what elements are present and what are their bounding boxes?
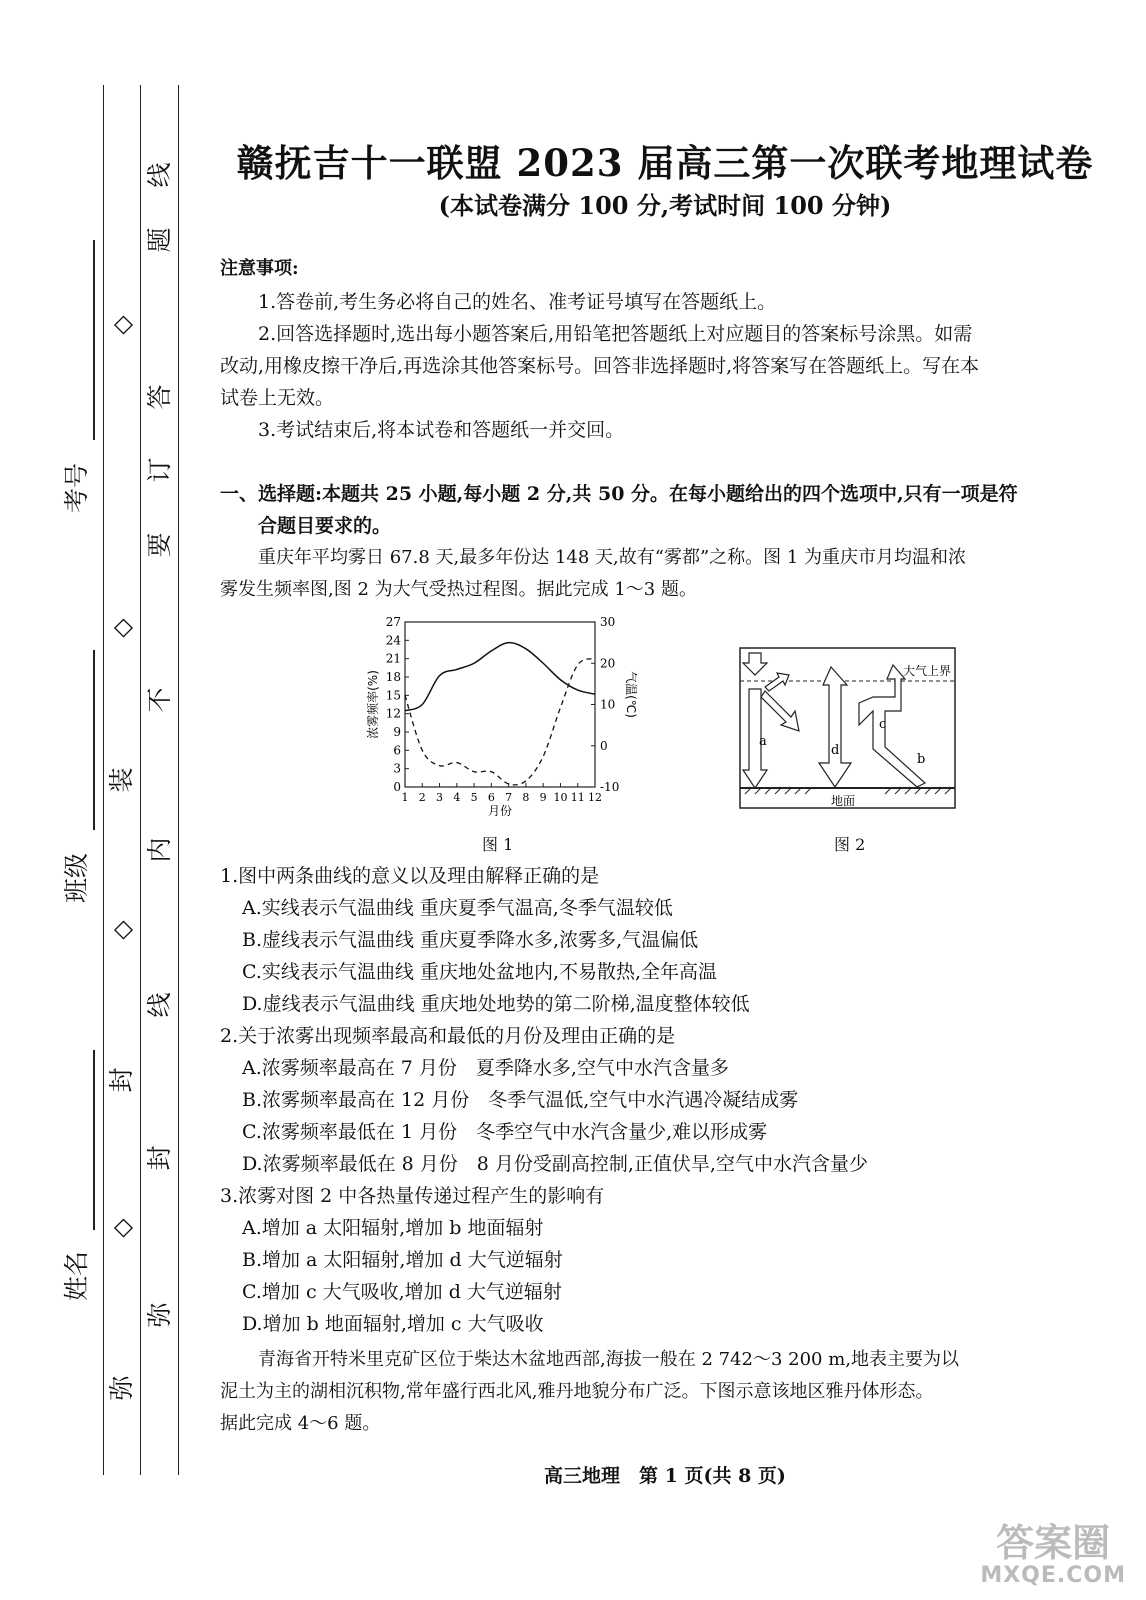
q1-option-c[interactable]: C.实线表示气温曲线 重庆地处盆地内,不易散热,全年高温: [242, 961, 718, 983]
left-tick-label: 9: [393, 725, 401, 739]
margin-char: 弥: [107, 1375, 136, 1401]
left-tick-label: 6: [393, 743, 401, 758]
figure-2-caption: 图 2: [834, 835, 866, 854]
underline-banji[interactable]: [93, 650, 95, 830]
margin-char: 封: [107, 1067, 136, 1093]
right-tick-label: 20: [600, 656, 616, 671]
x-tick-label: 2: [418, 791, 426, 804]
margin-char: 封: [145, 1145, 174, 1171]
q2-option-a[interactable]: A.浓雾频率最高在 7 月份 夏季降水多,空气中水汽含量多: [242, 1057, 729, 1079]
margin-char: 不: [145, 687, 174, 713]
x-tick-label: 10: [553, 791, 568, 804]
right-axis-label: 气温(℃): [624, 671, 638, 718]
left-tick-label: 15: [385, 688, 401, 703]
margin-diamond: ◇: [107, 920, 136, 940]
page-footer: 高三地理 第 1 页(共 8 页): [544, 1465, 786, 1487]
margin-diamond: ◇: [107, 618, 136, 638]
x-axis-label: 月份: [487, 804, 513, 818]
q1-stem: 1.图中两条曲线的意义以及理由解释正确的是: [220, 865, 600, 887]
margin-char: 订: [145, 457, 174, 483]
label-c: c: [879, 717, 887, 732]
q2-option-b[interactable]: B.浓雾频率最高在 12 月份 冬季气温低,空气中水汽遇冷凝结成雾: [242, 1089, 799, 1111]
passage-2: 青海省开特米里克矿区位于柴达木盆地西部,海拔一般在 2 742～3 200 m,地表主要为以: [258, 1349, 960, 1370]
notice-heading: 注意事项:: [220, 258, 299, 279]
figure-1-caption: 图 1: [482, 835, 514, 854]
left-axis-label: 浓雾频率(%): [366, 670, 380, 739]
label-kaohao: 考号: [62, 462, 92, 514]
margin-char: 线: [145, 992, 174, 1018]
q2-stem: 2.关于浓雾出现频率最高和最低的月份及理由正确的是: [220, 1025, 676, 1047]
section-heading: 一、选择题:本题共 25 小题,每小题 2 分,共 50 分。在每小题给出的四个选项中,只有一项是符: [220, 483, 1018, 505]
left-tick-label: 18: [385, 670, 401, 684]
underline-xingming[interactable]: [93, 1050, 95, 1230]
ground-label: 地面: [831, 794, 856, 808]
x-tick-label: 7: [505, 791, 513, 804]
notice-item-2-cont: 改动,用橡皮擦干净后,再选涂其他答案标号。回答非选择题时,将答案写在答题纸上。写在本: [220, 355, 980, 377]
x-tick-label: 11: [570, 791, 585, 804]
x-tick-label: 5: [470, 791, 478, 804]
q3-option-a[interactable]: A.增加 a 太阳辐射,增加 b 地面辐射: [242, 1217, 544, 1239]
passage-1: 重庆年平均雾日 67.8 天,最多年份达 148 天,故有“雾都”之称。图 1 为重庆市月均温和浓: [258, 547, 967, 568]
margin-line-3: [178, 85, 179, 1475]
passage-1-cont: 雾发生频率图,图 2 为大气受热过程图。据此完成 1～3 题。: [220, 579, 697, 600]
left-tick-label: 12: [385, 706, 401, 721]
q3-option-d[interactable]: D.增加 b 地面辐射,增加 c 大气吸收: [242, 1313, 544, 1335]
label-banji: 班级: [62, 852, 92, 904]
watermark-brand: 答案圈: [996, 1521, 1111, 1565]
atmosphere-top-label: 大气上界: [903, 664, 952, 678]
label-b: b: [917, 752, 926, 767]
x-tick-label: 4: [453, 791, 461, 804]
label-a: a: [759, 734, 767, 749]
exam-title: 赣抚吉十一联盟 2023 届高三第一次联考地理试卷: [236, 141, 1094, 185]
watermark-url: MXQE.COM: [980, 1563, 1126, 1588]
exam-subtitle: (本试卷满分 100 分,考试时间 100 分钟): [438, 191, 892, 220]
notice-item-1: 1.答卷前,考生务必将自己的姓名、准考证号填写在答题纸上。: [258, 291, 777, 313]
plot-frame: [405, 622, 595, 787]
series-dashed-line: [405, 659, 595, 785]
right-tick-label: 10: [600, 697, 616, 712]
left-tick-label: 24: [385, 633, 401, 648]
passage-2-end: 据此完成 4～6 题。: [220, 1413, 381, 1434]
right-tick-label: -10: [600, 780, 620, 794]
notice-item-2: 2.回答选择题时,选出每小题答案后,用铅笔把答题纸上对应题目的答案标号涂黑。如需: [258, 323, 973, 345]
q1-option-a[interactable]: A.实线表示气温曲线 重庆夏季气温高,冬季气温较低: [242, 897, 673, 919]
left-tick-label: 0: [393, 780, 401, 794]
margin-char: 答: [145, 384, 174, 410]
q1-option-d[interactable]: D.虚线表示气温曲线 重庆地处地势的第二阶梯,温度整体较低: [242, 993, 750, 1015]
figure-2-diagram: [735, 645, 960, 815]
x-tick-label: 9: [539, 791, 547, 804]
left-tick-label: 21: [385, 651, 401, 666]
section-heading-cont: 合题目要求的。: [258, 515, 392, 537]
right-tick-label: 0: [600, 738, 608, 753]
label-d: d: [831, 743, 840, 758]
margin-char: 内: [145, 837, 174, 863]
q3-stem: 3.浓雾对图 2 中各热量传递过程产生的影响有: [220, 1185, 605, 1207]
left-tick-label: 27: [385, 615, 401, 629]
margin-char: 装: [107, 767, 136, 793]
margin-char: 要: [145, 532, 174, 558]
margin-char: 弥: [145, 1302, 174, 1328]
q2-option-d[interactable]: D.浓雾频率最低在 8 月份 8 月份受副高控制,正值伏旱,空气中水汽含量少: [242, 1153, 868, 1175]
x-tick-label: 8: [522, 791, 530, 804]
q3-option-b[interactable]: B.增加 a 太阳辐射,增加 d 大气逆辐射: [242, 1249, 563, 1271]
passage-2-cont: 泥土为主的湖相沉积物,常年盛行西北风,雅丹地貌分布广泛。下图示意该地区雅丹体形态。: [220, 1381, 934, 1402]
q3-option-c[interactable]: C.增加 c 大气吸收,增加 d 大气逆辐射: [242, 1281, 562, 1303]
q2-option-c[interactable]: C.浓雾频率最低在 1 月份 冬季空气中水汽含量少,难以形成雾: [242, 1121, 768, 1143]
binding-margin: [0, 0, 200, 1600]
margin-char: 线: [145, 162, 174, 188]
x-tick-label: 1: [401, 791, 409, 804]
series-solid-line: [405, 643, 595, 711]
x-tick-label: 6: [487, 791, 495, 804]
watermark: [980, 1523, 1126, 1588]
margin-line-2: [140, 85, 141, 1475]
left-tick-label: 3: [393, 761, 401, 776]
notice-item-3: 3.考试结束后,将本试卷和答题纸一并交回。: [258, 419, 625, 441]
underline-kaohao[interactable]: [93, 240, 95, 440]
margin-char: 题: [145, 227, 174, 253]
q1-option-b[interactable]: B.虚线表示气温曲线 重庆夏季降水多,浓雾多,气温偏低: [242, 929, 699, 951]
right-tick-label: 30: [600, 615, 616, 629]
notice-item-2-end: 试卷上无效。: [220, 387, 335, 409]
x-tick-label: 12: [588, 791, 602, 804]
margin-line-1: [103, 85, 104, 1475]
margin-diamond: ◇: [107, 1218, 136, 1238]
figure-1-chart: [365, 612, 638, 827]
x-tick-label: 3: [436, 791, 444, 804]
margin-diamond: ◇: [107, 315, 136, 335]
label-xingming: 姓名: [62, 1250, 92, 1302]
